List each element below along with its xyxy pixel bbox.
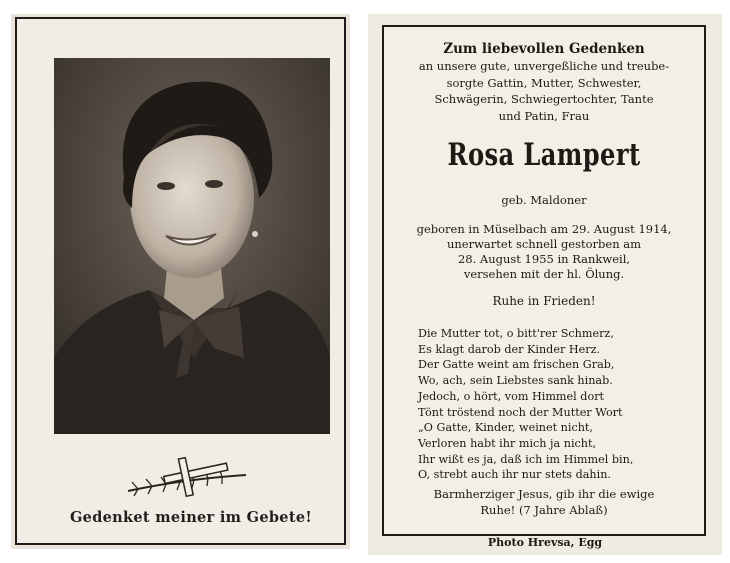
intro-line: sorgte Gattin, Mutter, Schwester, [446,75,642,90]
poem-line: Ihr wißt es ja, daß ich im Himmel bin, [418,452,634,466]
portrait-image [54,58,330,434]
memorial-card-back [368,14,722,555]
prayer-caption: Gedenket meiner im Gebete! [69,509,313,526]
life-dates [384,222,704,282]
rest-in-peace: Ruhe in Frieden! [492,294,596,308]
prayer-line: Ruhe! (7 Jahre Ablaß) [480,502,608,517]
maiden-name: geb. Maldoner [501,193,587,207]
dates-line: versehen mit der hl. Ölung. [463,267,625,281]
portrait-photo [54,58,330,434]
memorial-poem [418,326,698,483]
prayer-line: Barmherziger Jesus, gib ihr die ewige [433,487,655,501]
poem-line: Wo, ach, sein Liebstes sank hinab. [418,374,613,388]
poem-line: Es klagt darob der Kinder Herz. [418,342,601,356]
dates-line: unerwartet schnell gestorben am [446,237,642,251]
deceased-name: Rosa Lampert [447,137,641,173]
intro-line: und Patin, Frau [498,108,590,123]
poem-line: Jedoch, o hört, vom Himmel dort [418,389,605,403]
photographer-credit: Photo Hrevsa, Egg [487,536,603,549]
dates-line: 28. August 1955 in Rankweil, [457,252,631,266]
card-border [382,25,706,536]
intro-text [384,58,704,124]
cross-palm-emblem [124,451,250,501]
closing-prayer [384,487,704,518]
memorial-card-front [11,14,350,549]
poem-line: Verloren habt ihr mich ja nicht, [418,436,597,450]
intro-line: an unsere gute, unvergeßliche und treube- [418,59,670,73]
poem-line: Die Mutter tot, o bitt'rer Schmerz, [418,327,614,340]
heading: Zum liebevollen Gedenken [443,41,645,57]
poem-line: Tönt tröstend noch der Mutter Wort [418,405,623,419]
dates-line: geboren in Müselbach am 29. August 1914, [416,222,672,236]
intro-line: Schwägerin, Schwiegertochter, Tante [434,92,654,106]
poem-line: O, strebt auch ihr nur stets dahin. [418,468,611,482]
poem-line: Der Gatte weint am frischen Grab, [418,358,615,372]
poem-line: „O Gatte, Kinder, weinet nicht, [418,421,593,435]
